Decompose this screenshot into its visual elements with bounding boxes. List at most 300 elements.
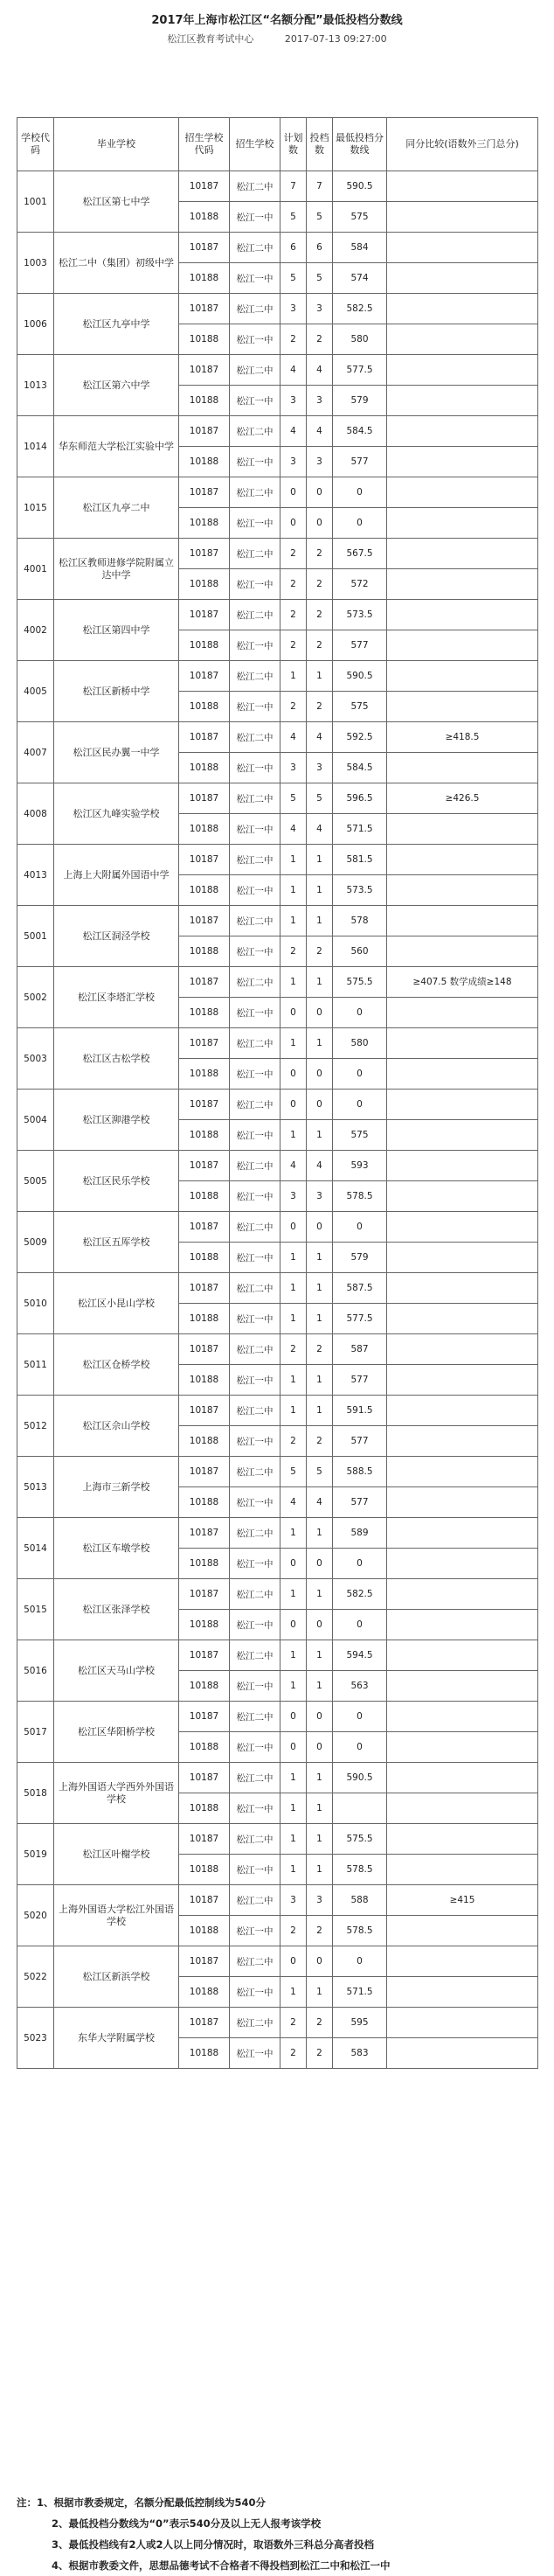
admitted-count: 2 bbox=[307, 2008, 333, 2038]
admitted-count: 1 bbox=[307, 845, 333, 875]
min-score: 580 bbox=[333, 1028, 387, 1059]
admit-school: 松江一中 bbox=[230, 202, 280, 233]
admit-school: 松江一中 bbox=[230, 692, 280, 722]
plan-count: 0 bbox=[280, 998, 307, 1028]
admitted-count: 1 bbox=[307, 967, 333, 998]
admit-school: 松江二中 bbox=[230, 171, 280, 202]
admitted-count: 1 bbox=[307, 1579, 333, 1610]
min-score: 577 bbox=[333, 1487, 387, 1518]
admit-school: 松江一中 bbox=[230, 1732, 280, 1763]
admitted-count: 0 bbox=[307, 477, 333, 508]
notes bbox=[17, 2492, 541, 2576]
table-row bbox=[17, 1457, 538, 1487]
table-row bbox=[17, 1640, 538, 1671]
admit-school-code: 10188 bbox=[179, 1610, 230, 1640]
plan-count: 2 bbox=[280, 569, 307, 600]
admit-school: 松江一中 bbox=[230, 814, 280, 845]
school-code: 5018 bbox=[17, 1763, 54, 1824]
admit-school-code: 10187 bbox=[179, 1151, 230, 1181]
tie-break bbox=[387, 998, 538, 1028]
plan-count: 5 bbox=[280, 783, 307, 814]
school-name: 松江区新浜学校 bbox=[54, 1946, 179, 2008]
plan-count: 1 bbox=[280, 1855, 307, 1885]
admit-school: 松江一中 bbox=[230, 508, 280, 539]
min-score: 588 bbox=[333, 1885, 387, 1916]
plan-count: 0 bbox=[280, 1212, 307, 1243]
admit-school: 松江一中 bbox=[230, 1671, 280, 1702]
school-name: 松江区新桥中学 bbox=[54, 661, 179, 722]
tie-break bbox=[387, 1855, 538, 1885]
plan-count: 1 bbox=[280, 1273, 307, 1304]
plan-count: 2 bbox=[280, 1426, 307, 1457]
admitted-count: 0 bbox=[307, 998, 333, 1028]
table-row bbox=[17, 1885, 538, 1916]
tie-break: ≥415 bbox=[387, 1885, 538, 1916]
school-name: 华东师范大学松江实验中学 bbox=[54, 416, 179, 477]
min-score: 0 bbox=[333, 998, 387, 1028]
note-line: 注：1、根据市教委规定，名额分配最低控制线为540分 bbox=[17, 2496, 267, 2509]
admit-school-code: 10188 bbox=[179, 447, 230, 477]
col-header: 招生学校代码 bbox=[179, 118, 230, 171]
plan-count: 1 bbox=[280, 1396, 307, 1426]
min-score: 581.5 bbox=[333, 845, 387, 875]
min-score: 583 bbox=[333, 2038, 387, 2069]
admitted-count: 1 bbox=[307, 1977, 333, 2008]
plan-count: 2 bbox=[280, 692, 307, 722]
admitted-count: 5 bbox=[307, 783, 333, 814]
plan-count: 5 bbox=[280, 263, 307, 294]
plan-count: 2 bbox=[280, 324, 307, 355]
admitted-count: 3 bbox=[307, 1885, 333, 1916]
plan-count: 3 bbox=[280, 1181, 307, 1212]
table-row bbox=[17, 600, 538, 630]
admit-school-code: 10187 bbox=[179, 1763, 230, 1793]
admitted-count: 3 bbox=[307, 1181, 333, 1212]
school-code: 5002 bbox=[17, 967, 54, 1028]
tie-break bbox=[387, 171, 538, 202]
admit-school-code: 10188 bbox=[179, 1916, 230, 1946]
admit-school-code: 10187 bbox=[179, 906, 230, 936]
school-code: 5013 bbox=[17, 1457, 54, 1518]
admit-school: 松江一中 bbox=[230, 753, 280, 783]
admit-school: 松江二中 bbox=[230, 1396, 280, 1426]
table-row bbox=[17, 906, 538, 936]
plan-count: 1 bbox=[280, 1824, 307, 1855]
table-body bbox=[17, 171, 538, 2069]
min-score: 573.5 bbox=[333, 875, 387, 906]
plan-count: 1 bbox=[280, 1579, 307, 1610]
admit-school-code: 10187 bbox=[179, 1028, 230, 1059]
min-score: 595 bbox=[333, 2008, 387, 2038]
tie-break bbox=[387, 1610, 538, 1640]
min-score: 574 bbox=[333, 263, 387, 294]
plan-count: 3 bbox=[280, 294, 307, 324]
table-row bbox=[17, 1273, 538, 1304]
admitted-count: 1 bbox=[307, 1763, 333, 1793]
admit-school-code: 10187 bbox=[179, 294, 230, 324]
plan-count: 1 bbox=[280, 845, 307, 875]
admit-school: 松江二中 bbox=[230, 722, 280, 753]
admit-school-code: 10187 bbox=[179, 171, 230, 202]
admitted-count: 1 bbox=[307, 1396, 333, 1426]
school-name: 松江区泖港学校 bbox=[54, 1090, 179, 1151]
school-code: 5010 bbox=[17, 1273, 54, 1334]
plan-count: 2 bbox=[280, 2038, 307, 2069]
plan-count: 0 bbox=[280, 1702, 307, 1732]
tie-break bbox=[387, 1702, 538, 1732]
admit-school-code: 10188 bbox=[179, 1671, 230, 1702]
admit-school: 松江二中 bbox=[230, 355, 280, 386]
admit-school: 松江一中 bbox=[230, 1793, 280, 1824]
min-score: 575.5 bbox=[333, 967, 387, 998]
table-row bbox=[17, 294, 538, 324]
admitted-count: 1 bbox=[307, 1518, 333, 1549]
plan-count: 0 bbox=[280, 508, 307, 539]
admit-school: 松江一中 bbox=[230, 875, 280, 906]
admitted-count: 5 bbox=[307, 1457, 333, 1487]
admit-school-code: 10188 bbox=[179, 1487, 230, 1518]
admitted-count: 6 bbox=[307, 233, 333, 263]
admit-school: 松江一中 bbox=[230, 998, 280, 1028]
admit-school-code: 10188 bbox=[179, 2038, 230, 2069]
admit-school: 松江二中 bbox=[230, 1334, 280, 1365]
tie-break bbox=[387, 600, 538, 630]
admit-school-code: 10188 bbox=[179, 1855, 230, 1885]
school-code: 5022 bbox=[17, 1946, 54, 2008]
tie-break bbox=[387, 1793, 538, 1824]
min-score: 0 bbox=[333, 1090, 387, 1120]
school-code: 4001 bbox=[17, 539, 54, 600]
tie-break bbox=[387, 875, 538, 906]
admit-school-code: 10187 bbox=[179, 783, 230, 814]
min-score: 578.5 bbox=[333, 1181, 387, 1212]
admitted-count: 2 bbox=[307, 539, 333, 569]
admit-school-code: 10187 bbox=[179, 1090, 230, 1120]
school-name: 松江区九亭中学 bbox=[54, 294, 179, 355]
admit-school: 松江二中 bbox=[230, 1028, 280, 1059]
admit-school: 松江二中 bbox=[230, 906, 280, 936]
table-row bbox=[17, 233, 538, 263]
min-score: 571.5 bbox=[333, 814, 387, 845]
plan-count: 2 bbox=[280, 539, 307, 569]
table-row bbox=[17, 783, 538, 814]
plan-count: 1 bbox=[280, 1120, 307, 1151]
plan-count: 0 bbox=[280, 1090, 307, 1120]
min-score: 588.5 bbox=[333, 1457, 387, 1487]
school-code: 1003 bbox=[17, 233, 54, 294]
admit-school-code: 10188 bbox=[179, 875, 230, 906]
admitted-count: 4 bbox=[307, 1487, 333, 1518]
school-code: 5019 bbox=[17, 1824, 54, 1885]
school-name: 松江区叶榭学校 bbox=[54, 1824, 179, 1885]
min-score: 593 bbox=[333, 1151, 387, 1181]
admitted-count: 0 bbox=[307, 1549, 333, 1579]
school-code: 4008 bbox=[17, 783, 54, 845]
tie-break bbox=[387, 1426, 538, 1457]
min-score: 589 bbox=[333, 1518, 387, 1549]
admit-school-code: 10188 bbox=[179, 569, 230, 600]
plan-count: 0 bbox=[280, 1946, 307, 1977]
admitted-count: 1 bbox=[307, 1824, 333, 1855]
admit-school: 松江一中 bbox=[230, 1549, 280, 1579]
admit-school: 松江一中 bbox=[230, 1977, 280, 2008]
admitted-count: 1 bbox=[307, 1304, 333, 1334]
admitted-count: 2 bbox=[307, 1334, 333, 1365]
plan-count: 3 bbox=[280, 1885, 307, 1916]
min-score: 573.5 bbox=[333, 600, 387, 630]
school-code: 5003 bbox=[17, 1028, 54, 1090]
admitted-count: 4 bbox=[307, 416, 333, 447]
school-name: 上海市三新学校 bbox=[54, 1457, 179, 1518]
admit-school: 松江二中 bbox=[230, 539, 280, 569]
tie-break bbox=[387, 936, 538, 967]
admit-school-code: 10187 bbox=[179, 1946, 230, 1977]
admit-school-code: 10188 bbox=[179, 1549, 230, 1579]
admitted-count: 1 bbox=[307, 1671, 333, 1702]
admitted-count: 1 bbox=[307, 1273, 333, 1304]
tie-break bbox=[387, 1916, 538, 1946]
tie-break bbox=[387, 1579, 538, 1610]
admit-school-code: 10187 bbox=[179, 2008, 230, 2038]
note-line: 3、最低投档线有2人或2人以上同分情况时，取语数外三科总分高者投档 bbox=[52, 2538, 375, 2551]
min-score: 580 bbox=[333, 324, 387, 355]
admitted-count: 2 bbox=[307, 1426, 333, 1457]
school-name: 松江区教师进修学院附属立达中学 bbox=[54, 539, 179, 600]
admitted-count: 0 bbox=[307, 1090, 333, 1120]
admit-school: 松江一中 bbox=[230, 1855, 280, 1885]
table-row bbox=[17, 1946, 538, 1977]
school-name: 松江区华阳桥学校 bbox=[54, 1702, 179, 1763]
plan-count: 3 bbox=[280, 753, 307, 783]
admitted-count: 0 bbox=[307, 1059, 333, 1090]
school-code: 5011 bbox=[17, 1334, 54, 1396]
admitted-count: 2 bbox=[307, 569, 333, 600]
admit-school: 松江二中 bbox=[230, 1518, 280, 1549]
tie-break bbox=[387, 447, 538, 477]
admit-school-code: 10188 bbox=[179, 1732, 230, 1763]
school-name: 松江区九峰实验学校 bbox=[54, 783, 179, 845]
admitted-count: 1 bbox=[307, 1120, 333, 1151]
col-header: 最低投档分数线 bbox=[333, 118, 387, 171]
admitted-count: 2 bbox=[307, 324, 333, 355]
admit-school-code: 10187 bbox=[179, 1273, 230, 1304]
admit-school: 松江二中 bbox=[230, 233, 280, 263]
plan-count: 7 bbox=[280, 171, 307, 202]
admit-school: 松江一中 bbox=[230, 1059, 280, 1090]
plan-count: 0 bbox=[280, 1732, 307, 1763]
school-code: 1015 bbox=[17, 477, 54, 539]
admit-school-code: 10187 bbox=[179, 845, 230, 875]
plan-count: 1 bbox=[280, 1977, 307, 2008]
min-score: 0 bbox=[333, 1212, 387, 1243]
plan-count: 0 bbox=[280, 1549, 307, 1579]
admit-school: 松江二中 bbox=[230, 1579, 280, 1610]
table-row bbox=[17, 661, 538, 692]
admitted-count: 1 bbox=[307, 1640, 333, 1671]
page-title: 2017年上海市松江区“名额分配”最低投档分数线 bbox=[151, 14, 403, 27]
admit-school-code: 10187 bbox=[179, 661, 230, 692]
min-score: 0 bbox=[333, 1702, 387, 1732]
admit-school-code: 10188 bbox=[179, 1181, 230, 1212]
admitted-count: 0 bbox=[307, 1212, 333, 1243]
admit-school-code: 10187 bbox=[179, 1824, 230, 1855]
min-score: 567.5 bbox=[333, 539, 387, 569]
min-score: 577.5 bbox=[333, 355, 387, 386]
tie-break bbox=[387, 1396, 538, 1426]
min-score: 578.5 bbox=[333, 1855, 387, 1885]
admitted-count: 5 bbox=[307, 202, 333, 233]
plan-count: 1 bbox=[280, 906, 307, 936]
school-code: 4005 bbox=[17, 661, 54, 722]
plan-count: 1 bbox=[280, 1365, 307, 1396]
school-code: 5005 bbox=[17, 1151, 54, 1212]
admit-school-code: 10187 bbox=[179, 539, 230, 569]
min-score: 0 bbox=[333, 1946, 387, 1977]
plan-count: 3 bbox=[280, 447, 307, 477]
meta-line bbox=[0, 30, 554, 49]
admit-school-code: 10187 bbox=[179, 355, 230, 386]
school-name: 松江区第六中学 bbox=[54, 355, 179, 416]
admit-school: 松江一中 bbox=[230, 1426, 280, 1457]
tie-break bbox=[387, 1518, 538, 1549]
admit-school-code: 10187 bbox=[179, 1579, 230, 1610]
min-score: 579 bbox=[333, 386, 387, 416]
plan-count: 2 bbox=[280, 600, 307, 630]
plan-count: 4 bbox=[280, 416, 307, 447]
school-code: 5001 bbox=[17, 906, 54, 967]
plan-count: 0 bbox=[280, 1059, 307, 1090]
school-code: 5004 bbox=[17, 1090, 54, 1151]
min-score: 594.5 bbox=[333, 1640, 387, 1671]
admit-school: 松江一中 bbox=[230, 1181, 280, 1212]
admit-school: 松江一中 bbox=[230, 324, 280, 355]
admitted-count: 1 bbox=[307, 1855, 333, 1885]
tie-break bbox=[387, 355, 538, 386]
school-name: 东华大学附属学校 bbox=[54, 2008, 179, 2069]
admit-school: 松江一中 bbox=[230, 936, 280, 967]
admit-school: 松江二中 bbox=[230, 1090, 280, 1120]
min-score: 0 bbox=[333, 477, 387, 508]
col-header: 学校代码 bbox=[17, 118, 54, 171]
school-code: 1001 bbox=[17, 171, 54, 233]
min-score: 587.5 bbox=[333, 1273, 387, 1304]
admitted-count: 2 bbox=[307, 630, 333, 661]
min-score: 582.5 bbox=[333, 294, 387, 324]
table-row bbox=[17, 539, 538, 569]
admit-school-code: 10187 bbox=[179, 600, 230, 630]
admit-school: 松江一中 bbox=[230, 1243, 280, 1273]
school-name: 松江二中（集团）初级中学 bbox=[54, 233, 179, 294]
admitted-count: 0 bbox=[307, 508, 333, 539]
admit-school: 松江二中 bbox=[230, 783, 280, 814]
school-name: 松江区民办翼一中学 bbox=[54, 722, 179, 783]
admit-school: 松江一中 bbox=[230, 263, 280, 294]
school-code: 1006 bbox=[17, 294, 54, 355]
col-header: 毕业学校 bbox=[54, 118, 179, 171]
tie-break bbox=[387, 1824, 538, 1855]
min-score bbox=[333, 1793, 387, 1824]
admitted-count: 1 bbox=[307, 1793, 333, 1824]
table-row bbox=[17, 722, 538, 753]
admit-school: 松江二中 bbox=[230, 1151, 280, 1181]
school-code: 5016 bbox=[17, 1640, 54, 1702]
admit-school: 松江二中 bbox=[230, 1640, 280, 1671]
table-row bbox=[17, 1151, 538, 1181]
admit-school: 松江二中 bbox=[230, 1457, 280, 1487]
school-name: 松江区车墩学校 bbox=[54, 1518, 179, 1579]
admitted-count: 3 bbox=[307, 447, 333, 477]
col-header: 同分比较(语数外三门总分) bbox=[387, 118, 538, 171]
admitted-count: 1 bbox=[307, 1028, 333, 1059]
school-code: 5017 bbox=[17, 1702, 54, 1763]
table-row bbox=[17, 1702, 538, 1732]
tie-break bbox=[387, 539, 538, 569]
min-score: 584.5 bbox=[333, 416, 387, 447]
school-name: 松江区古松学校 bbox=[54, 1028, 179, 1090]
tie-break bbox=[387, 630, 538, 661]
school-code: 4007 bbox=[17, 722, 54, 783]
min-score: 0 bbox=[333, 1549, 387, 1579]
admit-school: 松江一中 bbox=[230, 386, 280, 416]
min-score: 577 bbox=[333, 1365, 387, 1396]
table-row bbox=[17, 1824, 538, 1855]
school-name: 松江区小昆山学校 bbox=[54, 1273, 179, 1334]
admitted-count: 1 bbox=[307, 1243, 333, 1273]
plan-count: 2 bbox=[280, 936, 307, 967]
plan-count: 4 bbox=[280, 722, 307, 753]
table-row bbox=[17, 1090, 538, 1120]
tie-break bbox=[387, 1273, 538, 1304]
min-score: 0 bbox=[333, 1610, 387, 1640]
tie-break bbox=[387, 508, 538, 539]
tie-break bbox=[387, 692, 538, 722]
tie-break bbox=[387, 1243, 538, 1273]
school-code: 4002 bbox=[17, 600, 54, 661]
admit-school: 松江二中 bbox=[230, 845, 280, 875]
tie-break bbox=[387, 1977, 538, 2008]
table-row bbox=[17, 355, 538, 386]
school-name: 松江区洞泾学校 bbox=[54, 906, 179, 967]
min-score: 578 bbox=[333, 906, 387, 936]
school-code: 5020 bbox=[17, 1885, 54, 1946]
plan-count: 0 bbox=[280, 1610, 307, 1640]
admitted-count: 3 bbox=[307, 386, 333, 416]
plan-count: 1 bbox=[280, 1304, 307, 1334]
admitted-count: 2 bbox=[307, 692, 333, 722]
admit-school: 松江一中 bbox=[230, 1304, 280, 1334]
school-name: 松江区第七中学 bbox=[54, 171, 179, 233]
admit-school-code: 10187 bbox=[179, 1457, 230, 1487]
admit-school-code: 10188 bbox=[179, 753, 230, 783]
plan-count: 1 bbox=[280, 1640, 307, 1671]
school-code: 5015 bbox=[17, 1579, 54, 1640]
plan-count: 4 bbox=[280, 355, 307, 386]
plan-count: 1 bbox=[280, 875, 307, 906]
min-score: 575 bbox=[333, 1120, 387, 1151]
tie-break: ≥418.5 bbox=[387, 722, 538, 753]
plan-count: 2 bbox=[280, 2008, 307, 2038]
school-name: 松江区五厍学校 bbox=[54, 1212, 179, 1273]
tie-break bbox=[387, 1640, 538, 1671]
tie-break bbox=[387, 661, 538, 692]
issuer: 松江区教育考试中心 bbox=[167, 33, 254, 45]
tie-break bbox=[387, 753, 538, 783]
admitted-count: 0 bbox=[307, 1702, 333, 1732]
tie-break bbox=[387, 263, 538, 294]
admit-school: 松江二中 bbox=[230, 1824, 280, 1855]
admitted-count: 4 bbox=[307, 814, 333, 845]
tie-break bbox=[387, 1946, 538, 1977]
